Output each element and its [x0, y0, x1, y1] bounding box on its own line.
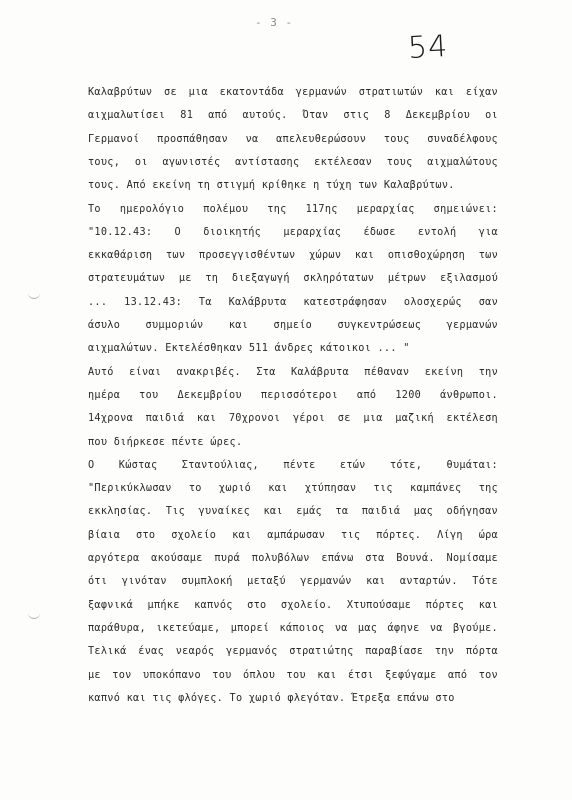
text-line: εκκαθάριση των προσεγγισθέντων χώρων και οπισθοχώρηση των: [88, 250, 498, 262]
text-line: ότι γινόταν συμπλοκή μεταξύ γερμανών και ανταρτών. Τότε: [88, 576, 498, 588]
text-line: παράθυρα, ικετεύαμε, μπορεί κάποιος να μας άφηνε να βγούμε.: [88, 622, 498, 634]
handwritten-page-number: 54: [407, 28, 450, 67]
text-line: τους, οι αγωνιστές αντίστασης εκτέλεσαν τους αιχμαλώτους: [88, 156, 498, 168]
text-line: "10.12.43: Ο διοικητής μεραρχίας έδωσε εντολή για: [88, 226, 498, 238]
text-line: Καλαβρύτων σε μια εκατοντάδα γερμανών στρατιωτών και είχαν: [88, 87, 498, 98]
text-line: αιχμαλωτίσει 81 από αυτούς. Όταν στις 8 Δεκεμβρίου οι: [88, 110, 498, 122]
text-line: 14χρονα παιδιά και 70χρονοι γέροι σε μια μαζική εκτέλεση: [88, 413, 498, 425]
text-line: Γερμανοί προσπάθησαν να απελευθερώσουν τους συναδέλφους: [88, 133, 498, 145]
text-line: καπνό και τις φλόγες. Το χωριό φλεγόταν. Έτρεξα επάνω στο: [88, 692, 455, 704]
text-line: Αυτό είναι ανακριβές. Στα Καλάβρυτα πέθαναν εκείνη την: [88, 366, 498, 378]
text-line: αιχμαλώτων. Εκτελέσθηκαν 511 άνδρες κάτοικοι ... ": [88, 343, 410, 355]
text-line: βίαια στο σχολείο και αμπάρωσαν τις πόρτες. Λίγη ώρα: [88, 529, 498, 541]
text-line: Τελικά ένας νεαρός γερμανός στρατιώτης παραβίασε την πόρτα: [88, 646, 498, 658]
text-line: Ο Κώστας Σταντούλιας, πέντε ετών τότε, θυμάται:: [88, 459, 498, 471]
text-line: ... 13.12.43: Τα Καλάβρυτα κατεστράφησαν ολοσχερώς σαν: [88, 296, 498, 308]
text-line: εκκλησίας. Τις γυναίκες και εμάς τα παιδιά μας οδήγησαν: [88, 506, 498, 518]
text-line: άσυλο συμμοριών και σημείο συγκεντρώσεως γερμανών: [88, 320, 498, 331]
text-line: ημέρα του Δεκεμβρίου περισσότεροι από 1200 άνθρωποι.: [88, 389, 498, 401]
page-number: - 3 -: [255, 16, 294, 29]
text-line: αργότερα ακούσαμε πυρά πολυβόλων επάνω στα Βουνά. Νομίσαμε: [88, 553, 498, 564]
text-line: στρατευμάτων με τη διεξαγωγή σκληρότατων μέτρων εξιλασμού: [88, 273, 498, 285]
text-line: "Περικύκλωσαν το χωριό και χτύπησαν τις καμπάνες της: [88, 483, 498, 495]
text-line: Το ημερολόγιο πολέμου της 117ης μεραρχίας σημειώνει:: [88, 203, 498, 215]
text-line: ξαφνικά μπήκε καπνός στο σχολείο. Χτυπούσαμε πόρτες και: [88, 599, 498, 611]
text-line: που διήρκεσε πέντε ώρες.: [88, 436, 243, 448]
text-line: με τον υποκόπανο του όπλου του και έτσι ξεφύγαμε από τον: [88, 669, 498, 681]
text-line: τους. Από εκείνη τη στιγμή κρίθηκε η τύχη των Καλαβρύτων.: [88, 180, 455, 192]
